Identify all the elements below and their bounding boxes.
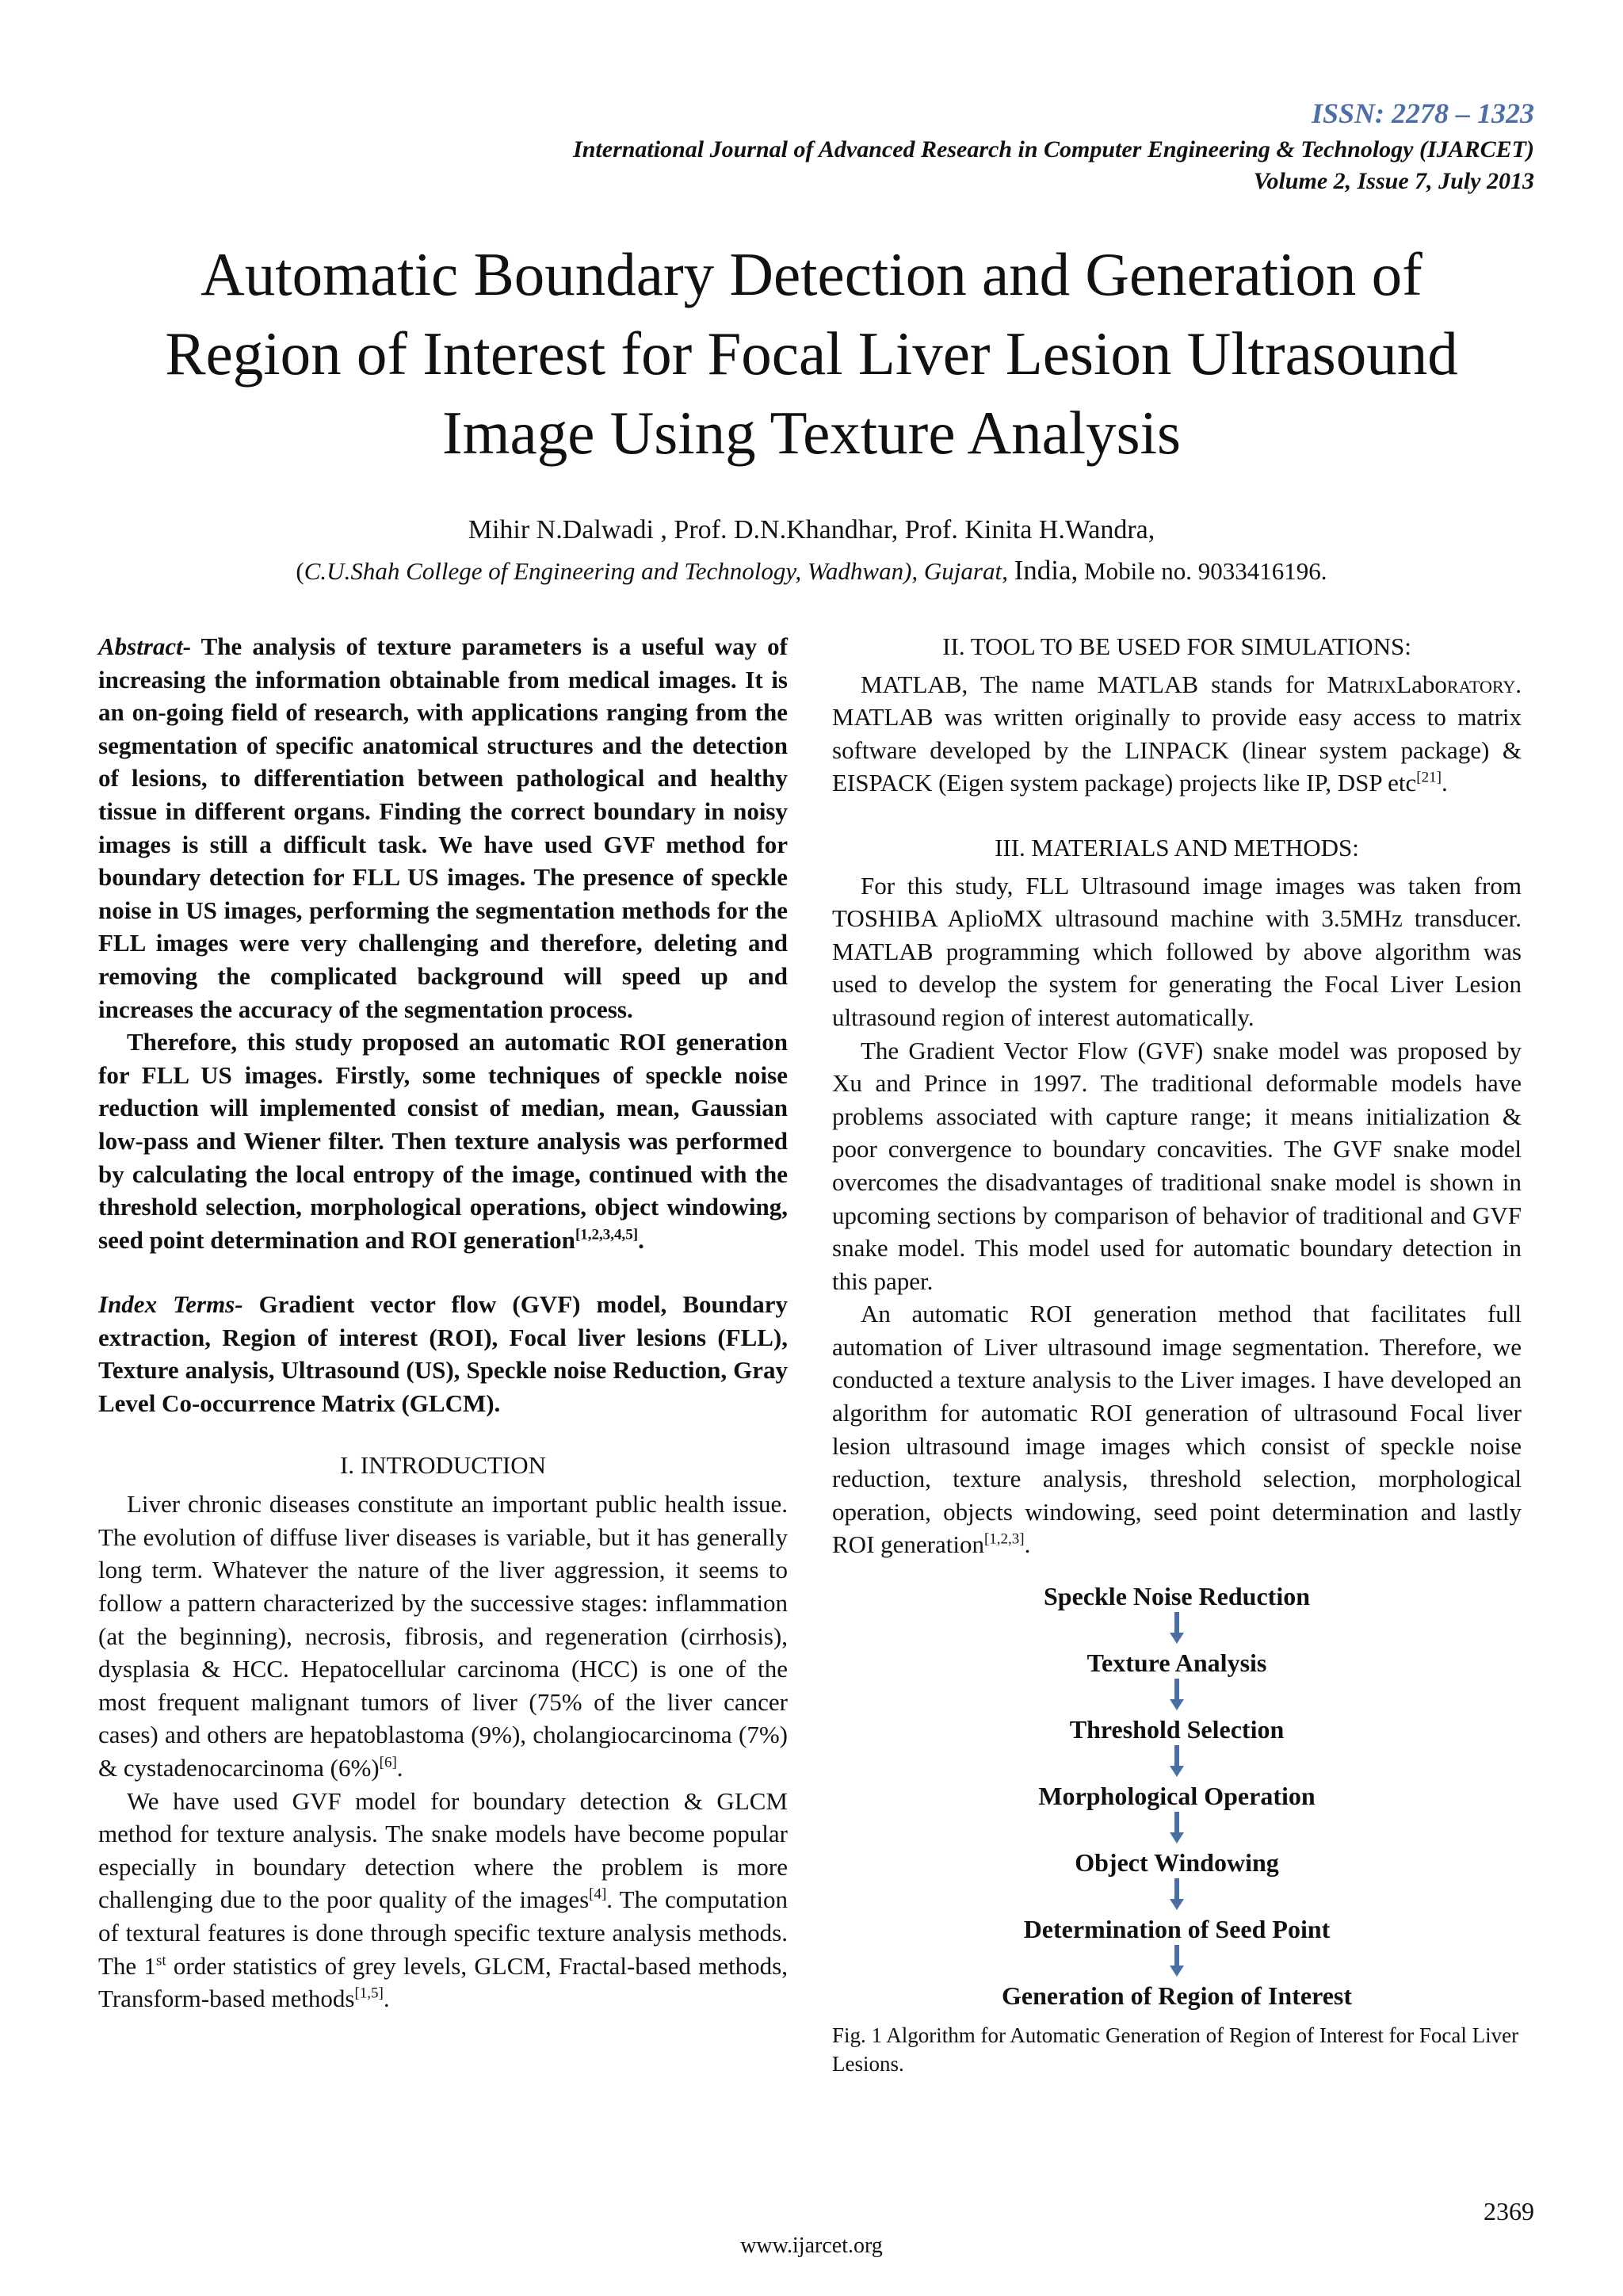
punctuation: . (1024, 1530, 1031, 1559)
citation: [1,2,3] (983, 1531, 1025, 1549)
algorithm-flowchart (832, 1580, 1522, 2078)
title-line: Image Using Texture Analysis (441, 399, 1181, 467)
paragraph-text: order statistics of grey levels, GLCM, Fractal-based methods, Transform-based methods (98, 1951, 788, 2013)
abstract-paragraph (98, 1026, 788, 1256)
paper-authors: Mihir N.Dalwadi , Prof. D.N.Khandhar, Prof. Kinita H.Wandra, (468, 515, 1155, 544)
down-arrow-icon (832, 1612, 1522, 1647)
paragraph-text: rix (1366, 670, 1397, 698)
flowchart-step: Generation of Region of Interest (1002, 1981, 1352, 2011)
left-column (98, 630, 788, 2015)
section-heading-methods: III. MATERIALS AND METHODS: (995, 833, 1359, 861)
flowchart-step: Speckle Noise Reduction (1044, 1582, 1310, 1611)
paragraph-text: We have used GVF model for boundary detection & GLCM method for texture analysis. The snake models have become popular especially in boundary detection where the problem is more challenging due to the poor quality of the images (98, 1786, 788, 1914)
paper-title (63, 235, 1560, 472)
tools-paragraph (832, 668, 1522, 800)
paragraph-text: Liver chronic diseases constitute an important public health issue. The evolution of diffuse liver diseases is variable, but it has generally long term. Whatever the nature of the liver aggression, it seems to follow a pattern characterized by the successive stages: inflammation (at the beginning), necrosis, fibrosis, and regeneration (cirrhosis), dysplasia & HCC. Hepatocellular carcinoma (HCC) is one of the most frequent malignant tumors of liver (75% of the liver cancer cases) and others are hepatoblastoma (9%), cholangiocarcinoma (7%) & cystadenocarcinoma (6%) (98, 1490, 788, 1782)
paragraph-text: An automatic ROI generation method that facilitates full automation of Liver ultrasound image segmentation. Therefore, we conducted a texture analysis to the Liver images. I have developed an algorithm for automatic ROI generation of ultrasound Focal liver lesion ultrasound image images which consist of speckle noise reduction, texture analysis, threshold selection, morphological operation, objects windowing, seed point determination and lastly ROI generation (832, 1300, 1522, 1559)
methods-paragraph (832, 1297, 1522, 1561)
intro-paragraph (98, 1785, 788, 2015)
section-heading-introduction: I. INTRODUCTION (339, 1450, 547, 1479)
journal-name: International Journal of Advanced Research in Computer Engineering & Technology (IJARCET) (573, 136, 1534, 162)
punctuation: . (638, 1225, 644, 1254)
citation: [1,2,3,4,5] (575, 1226, 639, 1244)
figure-caption: Fig. 1 Algorithm for Automatic Generation of Region of Interest for Focal Liver Lesions. (832, 2023, 1519, 2076)
paragraph-text: . The computation of textural features is done through specific texture analysis methods. The 1 (98, 1885, 788, 1980)
index-terms-text: Gradient vector flow (GVF) model, Boundary extraction, Region of interest (ROI), Focal liver lesions (FLL), Texture analysis, Ultrasound (US), Speckle noise Reduction, Gray Level Co-occurrence Matrix (GLCM). (98, 1290, 788, 1418)
right-column (832, 630, 1522, 2078)
punctuation: . (383, 1985, 390, 2013)
abstract-label: Abstract- (98, 632, 192, 660)
superscript: st (155, 1952, 166, 1969)
flowchart-step: Threshold Selection (1069, 1715, 1285, 1744)
down-arrow-icon (832, 1745, 1522, 1780)
punctuation: . (396, 1754, 403, 1782)
abstract-text: The analysis of texture parameters is a useful way of increasing the information obtainable from medical images. It is an on-going field of research, with applications ranging from the segmentation of specific anatomical structures and the detection of lesions, to differentiation between pathological and healthy tissue in different organs. Finding the correct boundary in noisy images is still a difficult task. We have used GVF method for boundary detection for FLL US images. The presence of speckle noise in US images, performing the segmentation methods for the FLL images were very challenging and therefore, deleting and removing the complicated background will speed up and increases the accuracy of the segmentation process. (98, 632, 788, 1023)
intro-paragraph (98, 1488, 788, 1784)
paragraph-text: . MATLAB was written originally to provide easy access to matrix software developed by the LINPACK (linear system package) & EISPACK (Eigen system package) projects like IP, DSP etc (832, 670, 1522, 797)
abstract-paragraph (98, 630, 788, 1026)
paragraph-text: ratory (1446, 670, 1516, 698)
flowchart-step: Determination of Seed Point (1023, 1915, 1331, 1944)
affiliation-open: ( (296, 557, 304, 585)
index-terms (98, 1288, 788, 1419)
page-number: 2369 (1484, 2197, 1534, 2225)
flowchart-step: Object Windowing (1075, 1848, 1279, 1878)
footer-url: www.ijarcet.org (740, 2233, 883, 2258)
affiliation-country: India, (1014, 555, 1079, 586)
methods-paragraph: The Gradient Vector Flow (GVF) snake model was proposed by Xu and Prince in 1997. The traditional deformable models have problems associated with capture range; it means initialization & poor convergence to boundary concavities. The GVF snake model overcomes the disadvantages of traditional snake model is shown in upcoming sections by comparison of behavior of traditional and GVF snake model. This model used for automatic boundary detection in this paper. (832, 1036, 1522, 1295)
paragraph-text: MATLAB, The name MATLAB stands for (861, 670, 1327, 698)
down-arrow-icon (832, 1679, 1522, 1713)
title-line: Region of Interest for Focal Liver Lesion Ultrasound (165, 319, 1458, 388)
index-terms-label: Index Terms- (98, 1290, 243, 1319)
down-arrow-icon (832, 1878, 1522, 1913)
paragraph-text: Mat (1327, 670, 1367, 698)
flowchart-step: Morphological Operation (1038, 1782, 1316, 1811)
paragraph-text: Labo (1396, 670, 1447, 698)
abstract-text: Therefore, this study proposed an automatic ROI generation for FLL US images. Firstly, some techniques of speckle noise reduction will implemented consist of median, mean, Gaussian low-pass and Wiener filter. Then texture analysis was performed by calculating the local entropy of the image, continued with the threshold selection, morphological operations, object windowing, seed point determination and ROI generation (98, 1028, 788, 1254)
down-arrow-icon (832, 1945, 1522, 1980)
journal-volume: Volume 2, Issue 7, July 2013 (1253, 168, 1534, 194)
flowchart-step: Texture Analysis (1086, 1648, 1267, 1678)
section-heading-tools: II. TOOL TO BE USED FOR SIMULATIONS: (942, 632, 1411, 660)
methods-paragraph: For this study, FLL Ultrasound image images was taken from TOSHIBA AplioMX ultrasound machine with 3.5MHz transducer. MATLAB programming which followed by above algorithm was used to develop the system for generating the Focal Liver Lesion ultrasound region of interest automatically. (832, 871, 1522, 1031)
citation: [1,5] (354, 1985, 384, 2002)
citation: [4] (589, 1886, 607, 1904)
down-arrow-icon (832, 1812, 1522, 1847)
journal-issn: ISSN: 2278 – 1323 (1311, 97, 1534, 129)
citation: [6] (379, 1754, 397, 1771)
title-line: Automatic Boundary Detection and Generation of (200, 240, 1423, 308)
citation: [21] (1416, 770, 1442, 787)
paper-affiliation (0, 555, 1623, 586)
affiliation-institution: C.U.Shah College of Engineering and Technology, Wadhwan), Gujarat, (304, 557, 1008, 585)
affiliation-mobile: Mobile no. 9033416196. (1084, 557, 1327, 585)
punctuation: . (1441, 769, 1448, 797)
